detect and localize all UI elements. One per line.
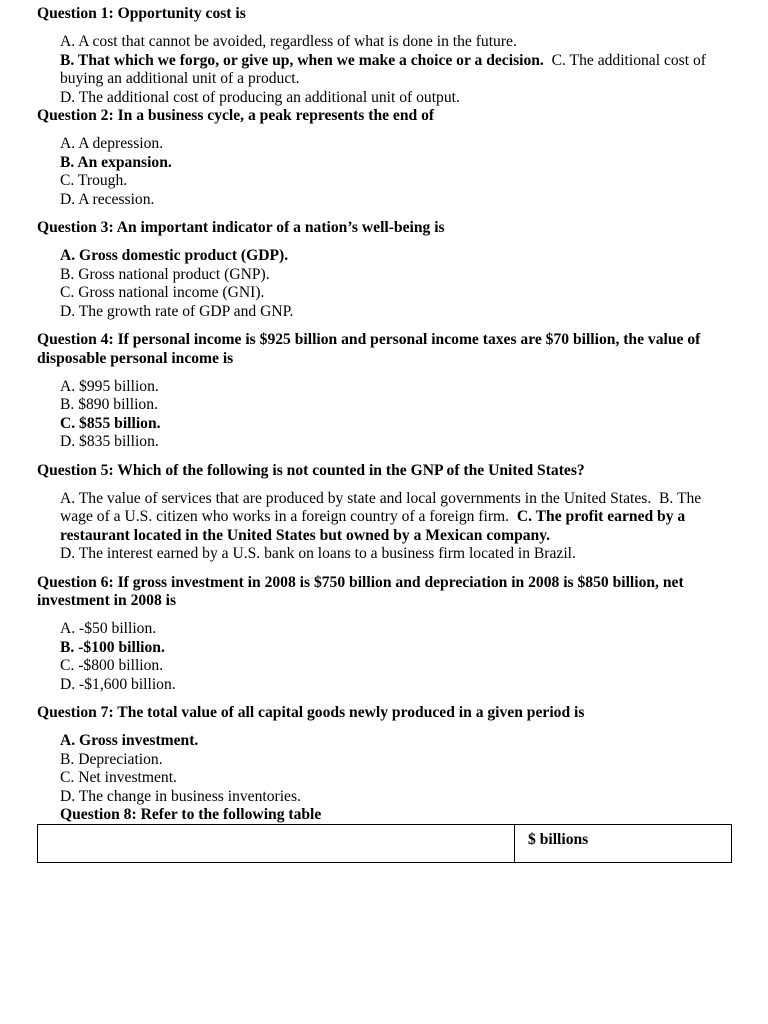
option-d: D. $835 billion. — [60, 433, 159, 451]
question-2 — [37, 107, 731, 209]
option-b-answer: B. That which we forgo, or give up, when we make a choice or a decision. — [60, 51, 544, 69]
question-8-title: Question 8: Refer to the following table — [60, 806, 322, 824]
option-b-answer: B. -$100 billion. — [60, 638, 165, 656]
option-b-c-line — [60, 52, 731, 89]
question-title: Question 1: Opportunity cost is — [37, 5, 246, 22]
option-list — [60, 620, 731, 694]
question-4 — [37, 331, 731, 451]
option-list — [60, 490, 731, 564]
table-header-cell-billions: $ billions — [515, 825, 732, 863]
option-run — [60, 490, 731, 545]
option-c-answer: C. The profit earned by a restaurant located in the United States but owned by a Mexican company. — [60, 508, 686, 544]
option-b: B. Gross national product (GNP). — [60, 265, 270, 283]
option-b-answer: B. An expansion. — [60, 153, 172, 171]
question-3 — [37, 219, 731, 321]
option-d: D. The change in business inventories. — [60, 787, 301, 805]
question-1 — [37, 5, 731, 107]
option-d: D. The growth rate of GDP and GNP. — [60, 302, 294, 320]
question-6 — [37, 574, 731, 694]
quiz-document — [37, 5, 731, 863]
question-title: Question 2: In a business cycle, a peak represents the end of — [37, 107, 435, 125]
option-c-answer: C. $855 billion. — [60, 414, 161, 432]
option-a: A. The value of services that are produced by state and local governments in the United States. — [60, 489, 652, 507]
question-title: Question 5: Which of the following is not counted in the GNP of the United States? — [37, 461, 585, 479]
option-list — [60, 247, 731, 321]
option-a-answer: A. Gross domestic product (GDP). — [60, 247, 289, 265]
option-b: B. Depreciation. — [60, 750, 163, 768]
option-c: C. The additional cost of buying an additional unit of a product. — [60, 51, 706, 88]
option-d: D. The additional cost of producing an additional unit of output. — [60, 88, 460, 106]
option-d: D. A recession. — [60, 190, 155, 208]
option-d: D. -$1,600 billion. — [60, 675, 176, 693]
question-7 — [37, 704, 731, 806]
option-list — [60, 378, 731, 452]
question-title: Question 3: An important indicator of a nation’s well-being is — [37, 219, 445, 237]
question-5 — [37, 462, 731, 564]
question-8-table — [37, 824, 732, 863]
option-a: A. -$50 billion. — [60, 620, 157, 638]
table-row — [38, 825, 732, 863]
option-b: B. The wage of a U.S. citizen who works in a foreign country of a foreign firm. — [60, 489, 702, 526]
option-list — [60, 135, 731, 209]
option-c: C. Net investment. — [60, 769, 177, 787]
option-c: C. Trough. — [60, 172, 128, 190]
option-c: C. -$800 billion. — [60, 657, 164, 675]
option-a: A. $995 billion. — [60, 377, 159, 395]
question-title: Question 4: If personal income is $925 billion and personal income taxes are $70 billion, the value of disposable personal income is — [37, 331, 701, 367]
option-c: C. Gross national income (GNI). — [60, 284, 265, 302]
option-b: B. $890 billion. — [60, 396, 158, 414]
table-header-cell-item — [38, 825, 515, 863]
option-a: A. A depression. — [60, 135, 164, 153]
option-a: A. A cost that cannot be avoided, regardless of what is done in the future. — [60, 33, 517, 51]
question-title: Question 6: If gross investment in 2008 is $750 billion and depreciation in 2008 is $850 billion, net investment in 2008 is — [37, 573, 684, 609]
option-d: D. The interest earned by a U.S. bank on loans to a business firm located in Brazil. — [60, 545, 576, 563]
option-a-answer: A. Gross investment. — [60, 732, 199, 750]
option-list — [60, 33, 731, 107]
option-list — [60, 732, 731, 806]
question-title: Question 7: The total value of all capital goods newly produced in a given period is — [37, 704, 585, 721]
